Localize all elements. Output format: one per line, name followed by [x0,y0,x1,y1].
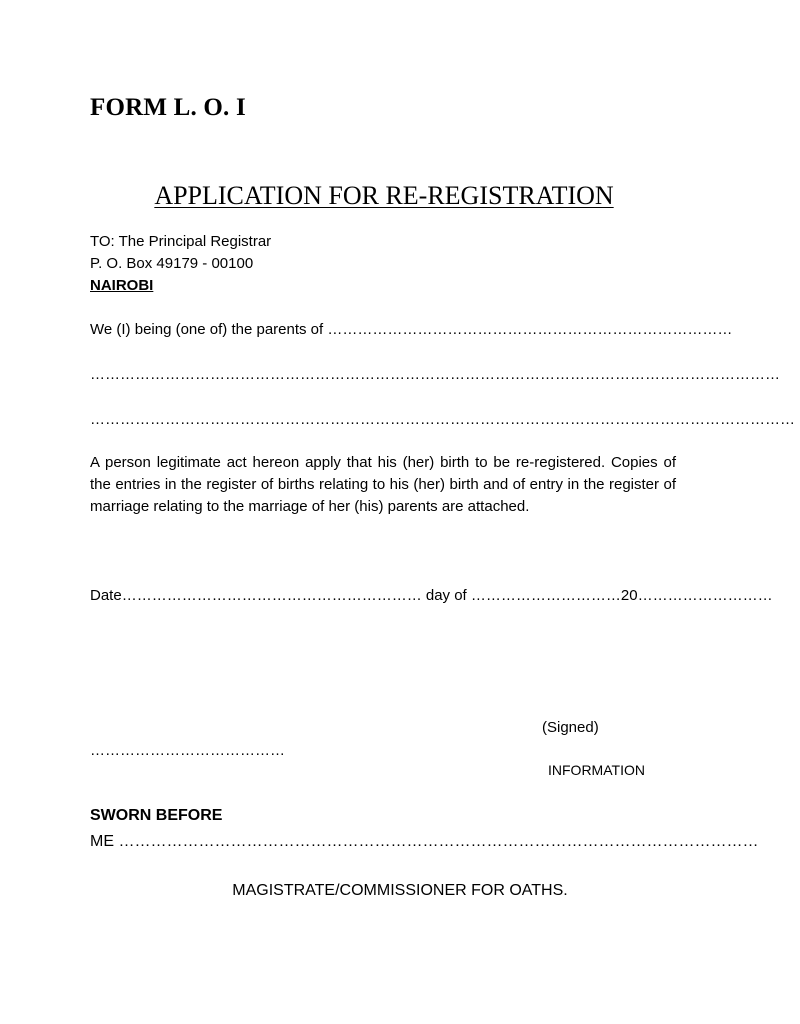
magistrate-name-blank: ………………………………………………………………………………………………………… [118,833,759,850]
signed-label: (Signed) [542,719,599,736]
addressee-city: NAIROBI [90,277,154,294]
form-code-heading: FORM L. O. I [90,94,246,121]
year-blank: ……………………… [637,587,773,604]
blank-line-3: …………………………………………………………………………………………………………………………… [90,411,795,428]
parents-line-prefix: We (I) being (one of) the parents of [90,321,328,338]
me-prefix: ME [90,833,119,850]
month-blank: ………………………… [470,587,621,604]
day-of-text: day of [421,587,471,604]
signer-title: INFORMATION [548,762,645,778]
authority-title: MAGISTRATE/COMMISSIONER FOR OATHS. [232,882,568,899]
date-line [90,585,773,607]
date-label: Date [90,587,122,604]
addressee-block [90,231,271,297]
addressee-to-line: TO: The Principal Registrar [90,233,272,250]
day-blank: …………………………………………………… [121,587,422,604]
document-title: APPLICATION FOR RE-REGISTRATION [154,181,614,210]
blank-line-2: ………………………………………………………………………………………………………………………… [90,366,780,383]
parents-name-blank: ……………………………………………………………………… [327,321,733,338]
signature-blank: ………………………………… [90,742,285,759]
sworn-me-line [90,830,759,854]
statement-paragraph: A person legitimate act hereon apply that his (her) birth to be re-registered. Copies of the entries in the register of births relating to his (her) birth and of entry in the register of marriage relating to the marriage of her (his) parents are attached. [90,454,676,515]
sworn-before-label: SWORN BEFORE [90,807,223,824]
parents-line [90,319,733,341]
addressee-po-box: P. O. Box 49179 - 00100 [90,255,254,272]
year-prefix: 20 [620,587,638,604]
